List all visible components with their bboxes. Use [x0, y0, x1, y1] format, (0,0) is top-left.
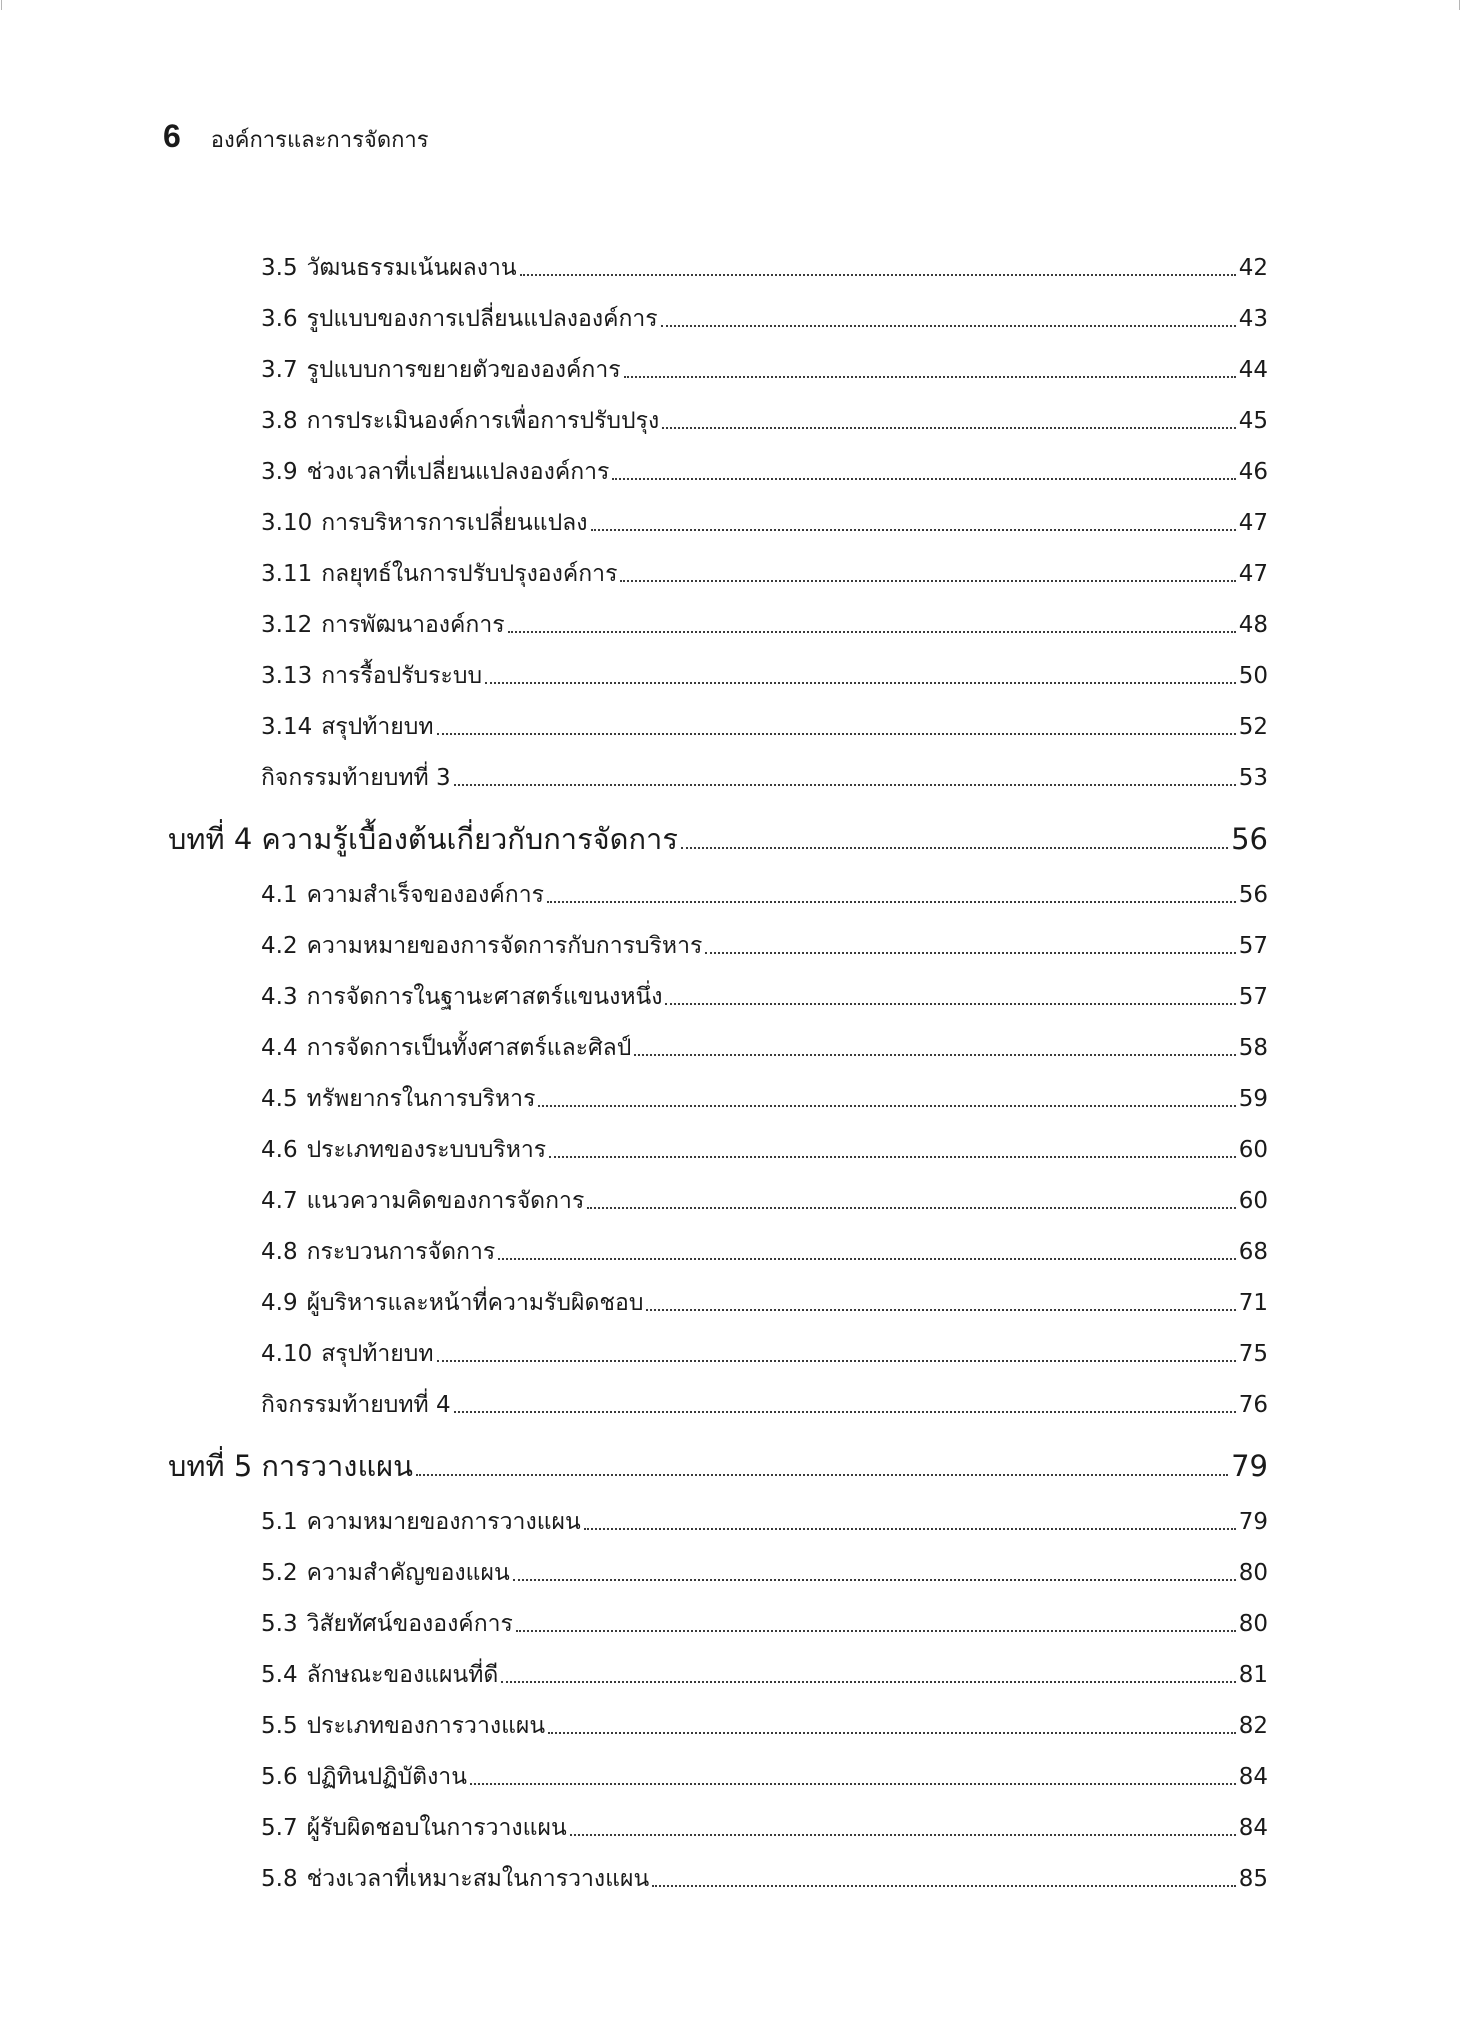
- dot-leader: [587, 1207, 1235, 1209]
- toc-entry-page: 50: [1238, 663, 1268, 690]
- book-title: องค์การและการจัดการ: [210, 128, 429, 153]
- toc-entry-page: 52: [1238, 714, 1268, 741]
- toc-entry-number: 4.3: [261, 984, 298, 1011]
- toc-entry-number: 4.7: [261, 1188, 298, 1215]
- toc-entry-page: 56: [1231, 822, 1268, 857]
- toc-entry-number: 3.13: [261, 663, 313, 690]
- toc-entry-page: 80: [1238, 1611, 1268, 1638]
- toc-entry-number: 4.5: [261, 1086, 298, 1113]
- toc-entry-page: 45: [1238, 408, 1268, 435]
- toc-entry-number: 5.1: [261, 1509, 298, 1536]
- toc-entry-title: ช่วงเวลาที่เหมาะสมในการวางแผน: [306, 1866, 650, 1893]
- dot-leader: [501, 1681, 1235, 1683]
- toc-entry-title: กิจกรรมท้ายบทที่ 3: [261, 765, 451, 792]
- toc-section-entry: [168, 910, 1268, 961]
- toc-entry-number: 5.5: [261, 1713, 298, 1740]
- dot-leader: [520, 274, 1236, 276]
- toc-entry-title: การพัฒนาองค์การ: [321, 612, 505, 639]
- dot-leader: [665, 1003, 1235, 1005]
- toc-entry-title: การจัดการในฐานะศาสตร์แขนงหนึ่ง: [306, 984, 663, 1011]
- toc-section-entry: [168, 1165, 1268, 1216]
- toc-section-entry: [168, 1318, 1268, 1369]
- crop-mark-left: [1, 0, 2, 10]
- toc-entry-title: กระบวนการจัดการ: [306, 1239, 496, 1266]
- toc-section-entry: [168, 640, 1268, 691]
- toc-section-entry: [168, 538, 1268, 589]
- toc-entry-title: การจัดการเป็นทั้งศาสตร์และศิลป์: [306, 1035, 632, 1062]
- toc-entry-page: 81: [1238, 1662, 1268, 1689]
- dot-leader: [652, 1885, 1236, 1887]
- toc-entry-title: การรื้อปรับระบบ: [321, 663, 483, 690]
- toc-entry-number: 5.4: [261, 1662, 298, 1689]
- crop-mark-right: [1459, 0, 1460, 10]
- toc-entry-page: 42: [1238, 255, 1268, 282]
- toc-entry-title: แนวความคิดของการจัดการ: [306, 1188, 585, 1215]
- toc-entry-number: บทที่ 4: [168, 822, 253, 857]
- toc-entry-number: บทที่ 5: [168, 1449, 253, 1484]
- toc-entry-number: 3.8: [261, 408, 298, 435]
- toc-entry-page: 79: [1231, 1449, 1268, 1484]
- toc-section-entry: [168, 1369, 1268, 1420]
- toc-entry-number: 4.9: [261, 1290, 298, 1317]
- toc-section-entry: [168, 487, 1268, 538]
- toc-entry-title: ทรัพยากรในการบริหาร: [306, 1086, 536, 1113]
- toc-entry-number: 4.10: [261, 1341, 313, 1368]
- dot-leader: [516, 1630, 1236, 1632]
- toc-entry-number: 4.1: [261, 882, 298, 909]
- dot-leader: [584, 1528, 1236, 1530]
- toc-chapter-entry: [168, 1426, 1268, 1484]
- toc-entry-page: 59: [1238, 1086, 1268, 1113]
- dot-leader: [591, 529, 1236, 531]
- toc-entry-title: วัฒนธรรมเน้นผลงาน: [306, 255, 517, 282]
- toc-entry-page: 71: [1238, 1290, 1268, 1317]
- toc-entry-page: 43: [1238, 306, 1268, 333]
- toc-entry-title: สรุปท้ายบท: [321, 1341, 434, 1368]
- toc-section-entry: [168, 1690, 1268, 1741]
- toc-entry-number: 3.5: [261, 255, 298, 282]
- toc-entry-title: ความหมายของการจัดการกับการบริหาร: [306, 933, 703, 960]
- dot-leader: [454, 784, 1236, 786]
- table-of-contents: [168, 232, 1268, 1894]
- toc-entry-number: 5.6: [261, 1764, 298, 1791]
- toc-entry-title: ประเภทของระบบบริหาร: [306, 1137, 547, 1164]
- dot-leader: [513, 1579, 1236, 1581]
- toc-entry-title: ความรู้เบื้องต้นเกี่ยวกับการจัดการ: [261, 822, 678, 857]
- toc-entry-title: สรุปท้ายบท: [321, 714, 434, 741]
- dot-leader: [538, 1105, 1235, 1107]
- dot-leader: [681, 847, 1228, 849]
- toc-entry-page: 82: [1238, 1713, 1268, 1740]
- toc-entry-number: 5.3: [261, 1611, 298, 1638]
- toc-section-entry: [168, 1588, 1268, 1639]
- toc-entry-number: 3.11: [261, 561, 313, 588]
- toc-section-entry: [168, 1741, 1268, 1792]
- toc-entry-number: 3.12: [261, 612, 313, 639]
- dot-leader: [498, 1258, 1235, 1260]
- toc-entry-title: ความหมายของการวางแผน: [306, 1509, 581, 1536]
- toc-chapter-entry: [168, 799, 1268, 857]
- toc-section-entry: [168, 961, 1268, 1012]
- toc-entry-number: 4.2: [261, 933, 298, 960]
- toc-section-entry: [168, 589, 1268, 640]
- toc-entry-page: 47: [1238, 510, 1268, 537]
- dot-leader: [661, 325, 1236, 327]
- toc-section-entry: [168, 283, 1268, 334]
- toc-entry-page: 85: [1238, 1866, 1268, 1893]
- toc-entry-page: 80: [1238, 1560, 1268, 1587]
- toc-entry-page: 60: [1238, 1188, 1268, 1215]
- toc-entry-number: 3.14: [261, 714, 313, 741]
- toc-section-entry: [168, 1537, 1268, 1588]
- toc-entry-number: 5.7: [261, 1815, 298, 1842]
- toc-entry-page: 76: [1238, 1392, 1268, 1419]
- toc-section-entry: [168, 1012, 1268, 1063]
- toc-section-entry: [168, 1486, 1268, 1537]
- toc-entry-page: 79: [1238, 1509, 1268, 1536]
- toc-section-entry: [168, 1267, 1268, 1318]
- toc-entry-title: การบริหารการเปลี่ยนแปลง: [321, 510, 588, 537]
- toc-entry-number: 3.9: [261, 459, 298, 486]
- dot-leader: [634, 1054, 1235, 1056]
- toc-entry-number: 4.8: [261, 1239, 298, 1266]
- dot-leader: [549, 1156, 1236, 1158]
- toc-entry-title: การวางแผน: [261, 1449, 413, 1484]
- toc-entry-page: 46: [1238, 459, 1268, 486]
- toc-entry-page: 68: [1238, 1239, 1268, 1266]
- toc-section-entry: [168, 232, 1268, 283]
- dot-leader: [547, 901, 1236, 903]
- toc-entry-page: 60: [1238, 1137, 1268, 1164]
- toc-entry-number: 4.6: [261, 1137, 298, 1164]
- toc-section-entry: [168, 1114, 1268, 1165]
- toc-entry-page: 56: [1238, 882, 1268, 909]
- dot-leader: [548, 1732, 1236, 1734]
- toc-entry-title: ลักษณะของแผนที่ดี: [306, 1662, 499, 1689]
- dot-leader: [705, 952, 1235, 954]
- toc-entry-number: 3.10: [261, 510, 313, 537]
- dot-leader: [624, 376, 1236, 378]
- toc-entry-number: 5.2: [261, 1560, 298, 1587]
- toc-section-entry: [168, 691, 1268, 742]
- toc-entry-title: ช่วงเวลาที่เปลี่ยนแปลงองค์การ: [306, 459, 610, 486]
- toc-entry-title: ผู้บริหารและหน้าที่ความรับผิดชอบ: [306, 1290, 644, 1317]
- toc-entry-page: 84: [1238, 1815, 1268, 1842]
- toc-entry-title: รูปแบบของการเปลี่ยนแปลงองค์การ: [306, 306, 658, 333]
- toc-section-entry: [168, 334, 1268, 385]
- dot-leader: [612, 478, 1235, 480]
- toc-section-entry: [168, 436, 1268, 487]
- toc-section-entry: [168, 1216, 1268, 1267]
- dot-leader: [454, 1411, 1236, 1413]
- toc-entry-page: 53: [1238, 765, 1268, 792]
- toc-entry-number: 3.6: [261, 306, 298, 333]
- toc-entry-title: ความสำเร็จขององค์การ: [306, 882, 544, 909]
- toc-section-entry: [168, 742, 1268, 793]
- toc-entry-number: 4.4: [261, 1035, 298, 1062]
- dot-leader: [437, 733, 1236, 735]
- toc-entry-title: ปฏิทินปฏิบัติงาน: [306, 1764, 467, 1791]
- dot-leader: [470, 1783, 1236, 1785]
- toc-entry-number: 3.7: [261, 357, 298, 384]
- toc-entry-page: 75: [1238, 1341, 1268, 1368]
- dot-leader: [662, 427, 1236, 429]
- toc-entry-title: การประเมินองค์การเพื่อการปรับปรุง: [306, 408, 660, 435]
- toc-entry-title: วิสัยทัศน์ขององค์การ: [306, 1611, 513, 1638]
- dot-leader: [508, 631, 1236, 633]
- toc-entry-title: รูปแบบการขยายตัวขององค์การ: [306, 357, 621, 384]
- dot-leader: [646, 1309, 1235, 1311]
- running-header: [163, 118, 429, 162]
- dot-leader: [620, 580, 1235, 582]
- dot-leader: [570, 1834, 1236, 1836]
- toc-entry-title: ผู้รับผิดชอบในการวางแผน: [306, 1815, 567, 1842]
- page-number: 6: [163, 118, 181, 154]
- toc-entry-page: 47: [1238, 561, 1268, 588]
- toc-entry-page: 44: [1238, 357, 1268, 384]
- toc-entry-title: ความสำคัญของแผน: [306, 1560, 510, 1587]
- dot-leader: [437, 1360, 1236, 1362]
- toc-entry-title: กลยุทธ์ในการปรับปรุงองค์การ: [321, 561, 618, 588]
- toc-entry-page: 57: [1238, 933, 1268, 960]
- toc-entry-page: 58: [1238, 1035, 1268, 1062]
- toc-entry-page: 84: [1238, 1764, 1268, 1791]
- toc-section-entry: [168, 1792, 1268, 1843]
- toc-section-entry: [168, 1639, 1268, 1690]
- toc-entry-title: กิจกรรมท้ายบทที่ 4: [261, 1392, 451, 1419]
- dot-leader: [416, 1474, 1228, 1476]
- toc-entry-page: 48: [1238, 612, 1268, 639]
- toc-section-entry: [168, 1843, 1268, 1894]
- toc-entry-page: 57: [1238, 984, 1268, 1011]
- toc-section-entry: [168, 1063, 1268, 1114]
- toc-entry-title: ประเภทของการวางแผน: [306, 1713, 546, 1740]
- toc-section-entry: [168, 385, 1268, 436]
- toc-section-entry: [168, 859, 1268, 910]
- dot-leader: [485, 682, 1236, 684]
- toc-entry-number: 5.8: [261, 1866, 298, 1893]
